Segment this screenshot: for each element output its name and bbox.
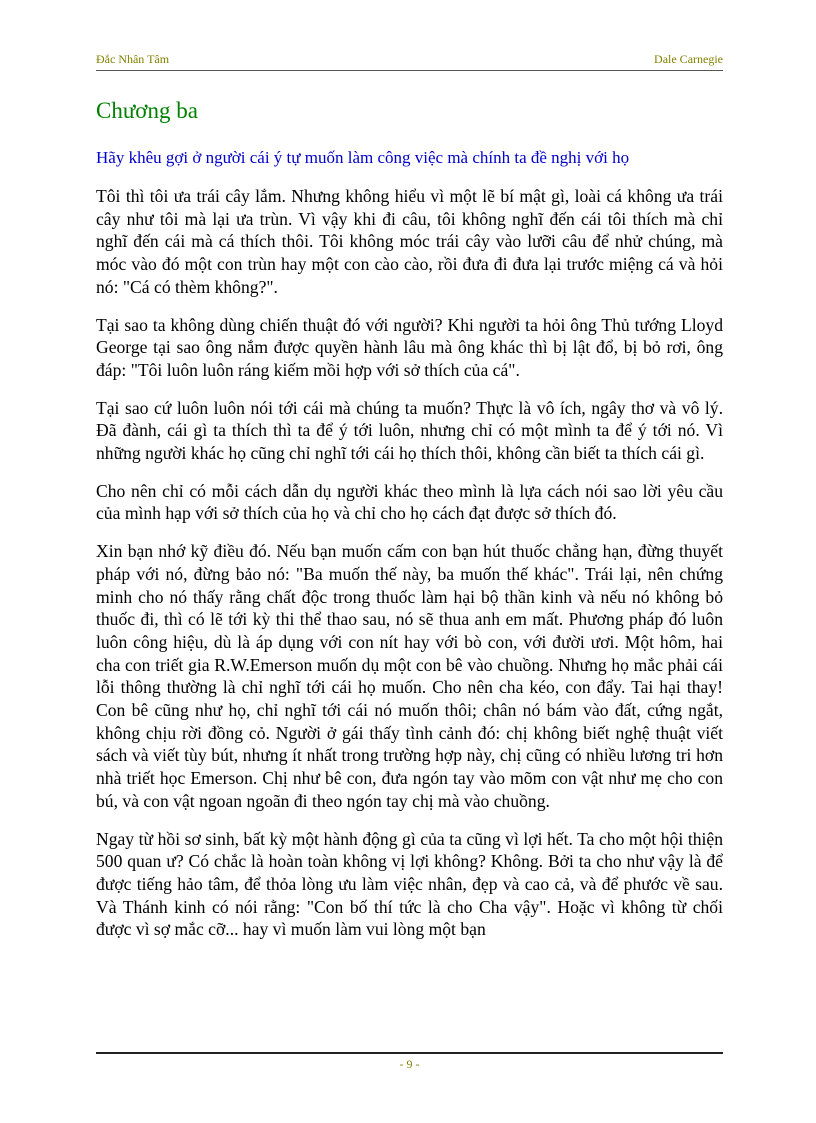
header-author: Dale Carnegie bbox=[654, 52, 723, 66]
page-number: - 9 - bbox=[399, 1057, 420, 1071]
body-text bbox=[96, 185, 723, 956]
header-book-title: Đắc Nhân Tâm bbox=[96, 52, 170, 66]
paragraph-6: Ngay từ hồi sơ sinh, bất kỳ một hành động gì của ta cũng vì lợi hết. Ta cho một hội thiện 500 quan ư? Có chắc là hoàn toàn không vị lợi không? Không. Bởi ta cho như vậy là để được tiếng hảo tâm, để thỏa lòng ưu làm việc nhân, đẹp và cao cả, và để phước về sau. Và Thánh kinh có nói rằng: "Con bố thí tức là cho Cha vậy". Hoặc vì không từ chối được vì sợ mắc cỡ... hay vì muốn làm vui lòng một bạn bbox=[96, 828, 723, 940]
paragraph-4: Cho nên chỉ có mỗi cách dẫn dụ người khác theo mình là lựa cách nói sao lời yêu cầu của mình hạp với sở thích của họ và chỉ cho họ cách đạt được sở thích đó. bbox=[96, 480, 723, 524]
chapter-subtitle: Hãy khêu gợi ở người cái ý tự muốn làm công việc mà chính ta đề nghị với họ bbox=[96, 148, 630, 167]
chapter-title: Chương ba bbox=[96, 98, 198, 123]
paragraph-5: Xin bạn nhớ kỹ điều đó. Nếu bạn muốn cấm con bạn hút thuốc chẳng hạn, đừng thuyết pháp với nó, đừng bảo nó: "Ba muốn thế này, ba muốn thế khác". Trái lại, nên chứng minh cho nó thấy rằng chất độc trong thuốc làm hại bộ thần kinh và nếu nó không bỏ thuốc đi, thì có lẽ tới kỳ thi thể thao sau, nó sẽ thua anh em mất. Phương pháp đó luôn luôn công hiệu, dù là áp dụng với con nít hay với bò con, với đười ươi. Một hôm, hai cha con triết gia R.W.Emerson muốn dụ một con bê vào chuồng. Nhưng họ mắc phải cái lỗi thông thường là chỉ nghĩ tới cái họ muốn. Cho nên cha kéo, con đẩy. Tai hại thay! Con bê cũng như họ, chỉ nghĩ tới cái nó muốn thôi; chân nó bám vào đất, cứng ngắt, không chịu rời đồng cỏ. Người ở gái thấy tình cảnh đó: chị không biết nghệ thuật viết sách và viết tùy bút, nhưng ít nhất trong trường hợp này, chị cũng có nhiều lương tri hơn nhà triết học Emerson. Chị như bê con, đưa ngón tay vào mõm con vật như mẹ cho con bú, và con vật ngoan ngoãn đi theo ngón tay chị mà vào chuồng. bbox=[96, 541, 723, 811]
page-footer bbox=[96, 1052, 723, 1072]
paragraph-1: Tôi thì tôi ưa trái cây lắm. Nhưng không hiểu vì một lẽ bí mật gì, loài cá không ưa trái cây như tôi mà lại ưa trùn. Vì vậy khi đi câu, tôi không nghĩ đến cái tôi thích mà chỉ nghĩ đến cái mà cá thích thôi. Tôi không móc trái cây vào lưỡi câu để nhử chúng, mà móc vào đó một con trùn hay một con cào cào, rồi đưa đi đưa lại trước miệng cá và hỏi nó: "Cá có thèm không?". bbox=[96, 186, 723, 297]
paragraph-2: Tại sao ta không dùng chiến thuật đó với người? Khi người ta hỏi ông Thủ tướng Lloyd George tại sao ông nắm được quyền hành lâu mà ông khác thì bị lật đổ, bị bỏ rơi, ông đáp: "Tôi luôn luôn ráng kiếm mồi hợp với sở thích của cá". bbox=[96, 314, 723, 380]
paragraph-3: Tại sao cứ luôn luôn nói tới cái mà chúng ta muốn? Thực là vô ích, ngây thơ và vô lý. Đã đành, cái gì ta thích thì ta để ý tới luôn, nhưng chỉ có một mình ta để ý tới nó. Vì những người khác họ cũng chỉ nghĩ tới cái họ thích thôi, không cần biết ta thích cái gì. bbox=[96, 397, 723, 464]
page-header bbox=[96, 50, 723, 71]
